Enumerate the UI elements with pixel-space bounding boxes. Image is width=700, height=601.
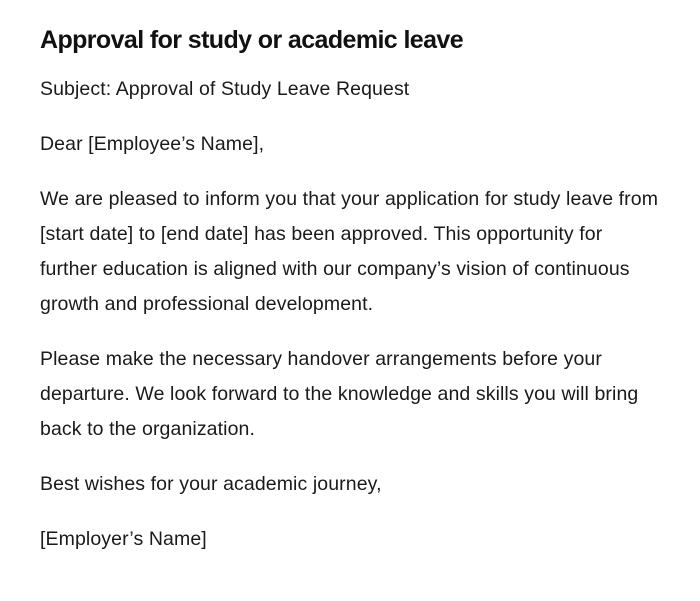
subject-line: Subject: Approval of Study Leave Request — [40, 78, 410, 100]
body-paragraph-handover: Please make the necessary handover arrangements before your departure. We look forward to the knowledge and skills you will bring back to the organization. — [40, 348, 639, 440]
signature: [Employer’s Name] — [40, 528, 207, 550]
greeting: Dear [Employee’s Name], — [40, 133, 265, 155]
closing-line: Best wishes for your academic journey, — [40, 473, 382, 495]
body-paragraph-approval: We are pleased to inform you that your application for study leave from [start date] to [end date] has been approved. This opportunity for further education is aligned with our company’s vision of continuous growth and professional development. — [40, 188, 659, 315]
letter-document — [40, 22, 660, 577]
document-title: Approval for study or academic leave — [40, 26, 464, 54]
